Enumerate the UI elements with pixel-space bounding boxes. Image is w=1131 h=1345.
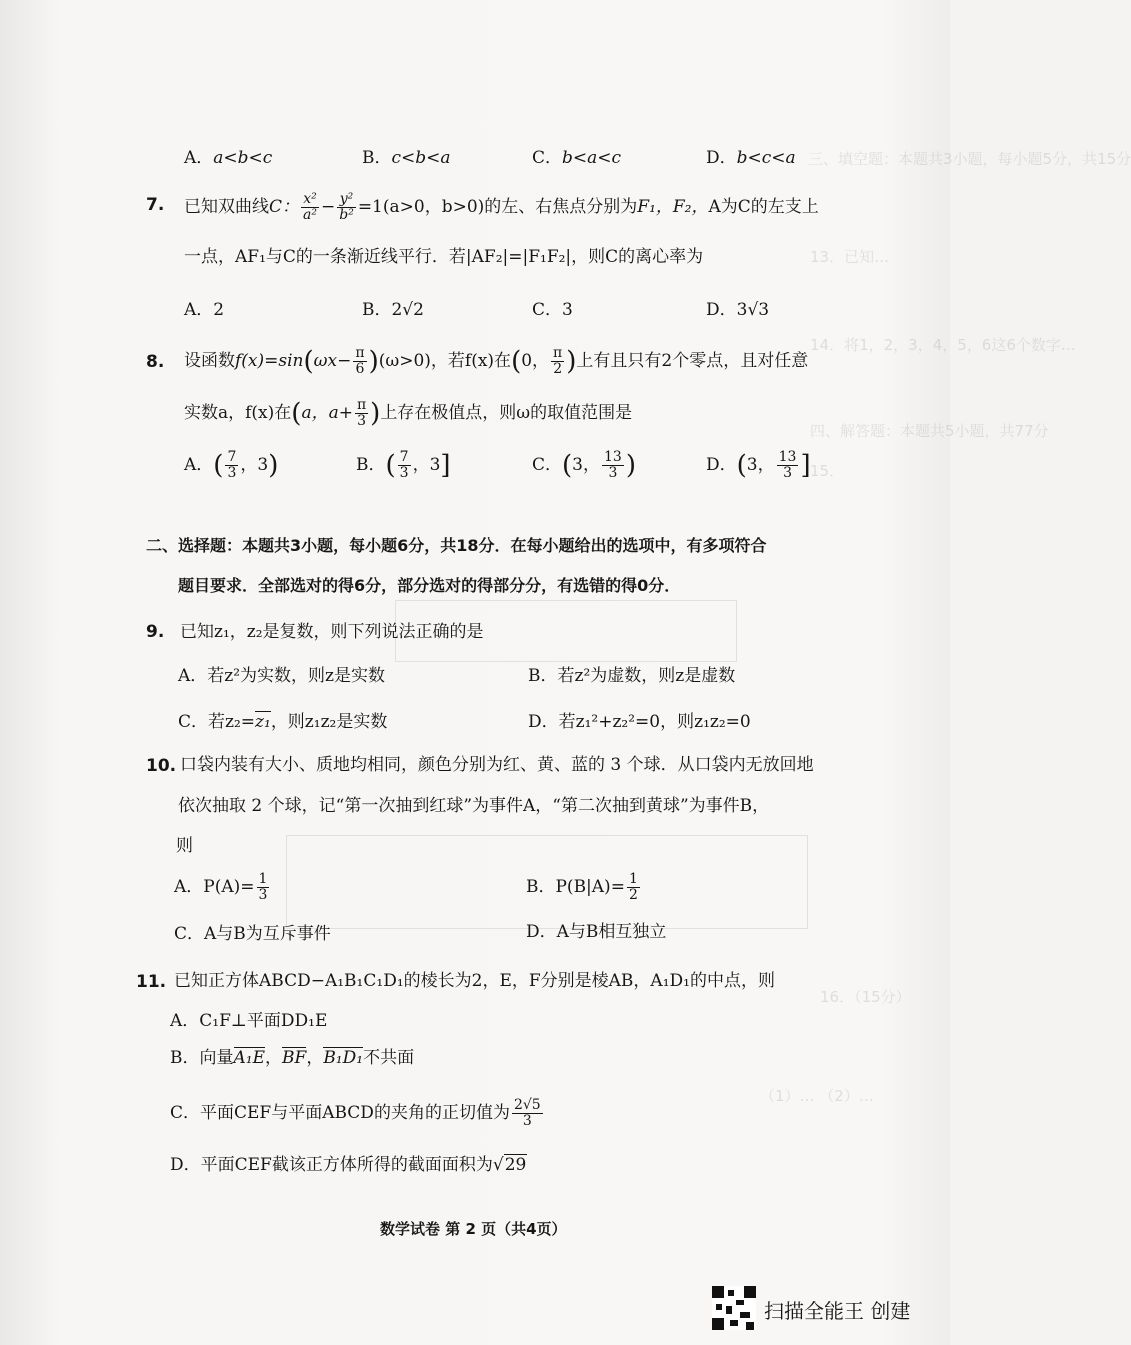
qr-code-icon <box>712 1286 756 1330</box>
ghost-text: 三、填空题：本题共3小题，每小题5分，共15分 <box>808 150 1131 168</box>
q11-stem: 已知正方体ABCD−A₁B₁C₁D₁的棱长为2，E，F分别是棱AB，A₁D₁的中点，则 <box>174 971 775 991</box>
ghost-text: 13．已知… <box>810 248 890 266</box>
q8-option-a: A．( $\frac{7}{3}$ ，3) <box>184 449 279 481</box>
q9-option-c: C．若z₂=z₁，则z₁z₂是实数 <box>178 712 388 732</box>
q7-option-c: C．3 <box>532 300 573 320</box>
q8-option-c: C．(3， $\frac{13}{3}$ ) <box>532 449 636 481</box>
q8-stem-line1: 设函数f(x)=sin(ωx− $\frac{\pi}{6}$ )(ω>0)，若f(x)在(0， $\frac{\pi}{2}$ )上有且只有2个零点，且对任意 <box>184 345 809 377</box>
ghost-text: 15． <box>810 462 845 480</box>
q7-option-d: D．3√3 <box>706 300 770 320</box>
page-footer: 数学试卷 第 2 页（共4页） <box>380 1220 567 1238</box>
q6-option-d: D．b<c<a <box>706 148 796 168</box>
q10-stem-line1: 口袋内装有大小、质地均相同，颜色分别为红、黄、蓝的 3 个球．从口袋内无放回地 <box>180 755 814 775</box>
q7-stem-line1: 已知双曲线C： $\frac{\text{x²}}{\text{a²}}$ − $\frac{\text{y²}}{\text{b²}}$ =1(a>0，b>0)的左、右焦点分别为F₁，F₂，A为C的左支上 <box>184 191 819 223</box>
q6-option-b: B．c<b<a <box>362 148 451 168</box>
q10-option-b: B．P(B|A)= $\frac{1}{2}$ <box>526 871 638 903</box>
section2-heading-line2: 题目要求．全部选对的得6分，部分选对的得部分分，有选错的得0分． <box>178 576 681 595</box>
scanner-brand-label: 扫描全能王 创建 <box>764 1299 911 1323</box>
q11-option-d: D．平面CEF截该正方体所得的截面面积为√29 <box>170 1155 527 1175</box>
section2-heading-line1: 二、选择题：本题共3小题，每小题6分，共18分．在每小题给出的选项中，有多项符合 <box>146 536 767 555</box>
q6-option-c: C．b<a<c <box>532 148 622 168</box>
q11-option-b: B．向量A₁E，BF，B₁D₁不共面 <box>170 1048 415 1068</box>
q10-stem-line2: 依次抽取 2 个球，记“第一次抽到红球”为事件A，“第二次抽到黄球”为事件B， <box>178 796 770 816</box>
q7-stem-line2: 一点，AF₁与C的一条渐近线平行．若|AF₂|=|F₁F₂|，则C的离心率为 <box>184 247 704 267</box>
q9-option-a: A．若z²为实数，则z是实数 <box>178 666 386 686</box>
q10-option-a: A．P(A)= $\frac{1}{3}$ <box>174 871 268 903</box>
q10-stem-line3: 则 <box>176 836 193 856</box>
ghost-text: （1）… （2）… <box>760 1087 874 1105</box>
q7-number: 7. <box>146 195 165 215</box>
q10-option-d: D．A与B相互独立 <box>526 922 667 942</box>
q11-option-c: C．平面CEF与平面ABCD的夹角的正切值为 $\frac{2√5}{3}$ <box>170 1097 541 1129</box>
q6-option-a: A．a<b<c <box>184 148 273 168</box>
q10-option-c: C．A与B为互斥事件 <box>174 924 331 944</box>
q9-stem: 已知z₁，z₂是复数，则下列说法正确的是 <box>180 622 484 642</box>
q11-option-a: A．C₁F⊥平面DD₁E <box>170 1011 328 1031</box>
ghost-text: 14．将1，2，3，4，5，6这6个数字… <box>810 336 1076 354</box>
q7-option-b: B．2√2 <box>362 300 424 320</box>
q9-option-b: B．若z²为虚数，则z是虚数 <box>528 666 736 686</box>
q8-stem-line2: 实数a，f(x)在(a，a+ $\frac{\pi}{3}$ )上存在极值点，则ω的取值范围是 <box>184 397 633 429</box>
q9-option-d: D．若z₁²+z₂²=0，则z₁z₂=0 <box>528 712 751 732</box>
q11-number: 11. <box>136 972 167 992</box>
ghost-text: 16．（15分） <box>820 988 911 1006</box>
q7-option-a: A．2 <box>184 300 225 320</box>
q8-option-b: B．( $\frac{7}{3}$ ，3] <box>356 449 451 481</box>
ghost-text: 四、解答题：本题共5小题，共77分 <box>810 422 1049 440</box>
q9-number: 9. <box>146 622 165 642</box>
q8-option-d: D．(3， $\frac{13}{3}$ ] <box>706 449 811 481</box>
q10-number: 10. <box>146 756 177 776</box>
q8-number: 8. <box>146 352 165 372</box>
